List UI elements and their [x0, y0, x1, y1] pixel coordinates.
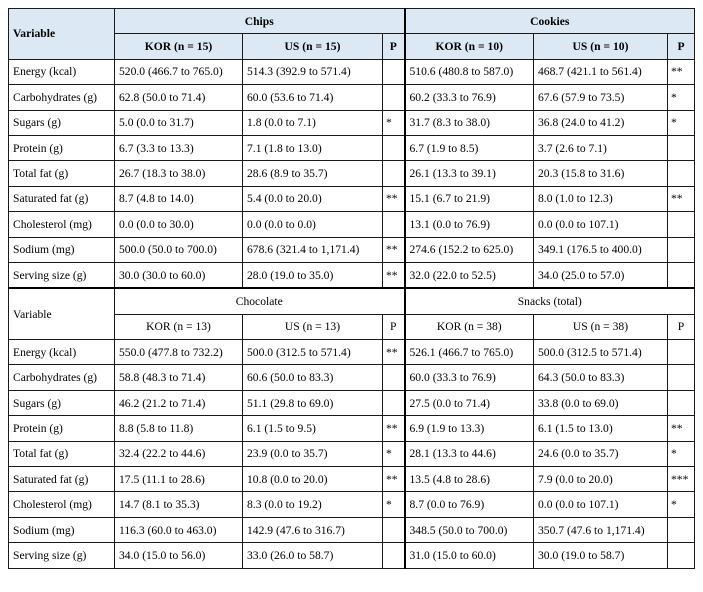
value-cell: 30.0 (19.0 to 58.7) — [534, 543, 668, 568]
value-cell: 5.0 (0.0 to 31.7) — [115, 110, 243, 135]
p-value-cell: ** — [383, 340, 405, 365]
value-cell: 6.7 (3.3 to 13.3) — [115, 135, 243, 160]
value-cell: 510.6 (480.8 to 587.0) — [405, 59, 534, 84]
value-cell: 15.1 (6.7 to 21.9) — [405, 186, 534, 211]
value-cell: 26.1 (13.3 to 39.1) — [405, 161, 534, 186]
variable-header: Variable — [9, 9, 115, 60]
value-cell: 514.3 (392.9 to 571.4) — [243, 59, 383, 84]
value-cell: 67.6 (57.9 to 73.5) — [534, 85, 668, 110]
p-value-cell: * — [383, 492, 405, 517]
value-cell: 7.9 (0.0 to 20.0) — [534, 467, 668, 492]
p-value-cell — [668, 135, 695, 160]
variable-header: Variable — [9, 288, 115, 339]
table-row — [9, 517, 695, 542]
value-cell: 60.2 (33.3 to 76.9) — [405, 85, 534, 110]
value-cell: 6.9 (1.9 to 13.3) — [405, 416, 534, 441]
value-cell: 142.9 (47.6 to 316.7) — [243, 517, 383, 542]
value-cell: 6.1 (1.5 to 13.0) — [534, 416, 668, 441]
variable-label: Energy (kcal) — [9, 59, 115, 84]
variable-label: Protein (g) — [9, 416, 115, 441]
p-value-cell — [383, 135, 405, 160]
table-row — [9, 416, 695, 441]
value-cell: 32.4 (22.2 to 44.6) — [115, 441, 243, 466]
value-cell: 500.0 (50.0 to 700.0) — [115, 237, 243, 262]
value-cell: 274.6 (152.2 to 625.0) — [405, 237, 534, 262]
p-value-cell — [668, 340, 695, 365]
value-cell: 26.7 (18.3 to 38.0) — [115, 161, 243, 186]
value-cell: 58.8 (48.3 to 71.4) — [115, 365, 243, 390]
p-value-cell: ** — [668, 416, 695, 441]
p-value-cell: * — [383, 110, 405, 135]
value-cell: 0.0 (0.0 to 0.0) — [243, 212, 383, 237]
nutrient-comparison-table — [8, 8, 695, 569]
value-cell: 36.8 (24.0 to 41.2) — [534, 110, 668, 135]
variable-label: Cholesterol (mg) — [9, 212, 115, 237]
table-body — [9, 9, 695, 569]
variable-label: Total fat (g) — [9, 441, 115, 466]
column-header: US (n = 10) — [534, 34, 668, 59]
p-value-cell: * — [668, 441, 695, 466]
value-cell: 33.8 (0.0 to 69.0) — [534, 390, 668, 415]
table-row — [9, 543, 695, 568]
value-cell: 46.2 (21.2 to 71.4) — [115, 390, 243, 415]
table-row — [9, 340, 695, 365]
value-cell: 17.5 (11.1 to 28.6) — [115, 467, 243, 492]
p-value-cell — [668, 517, 695, 542]
p-value-cell — [383, 390, 405, 415]
value-cell: 348.5 (50.0 to 700.0) — [405, 517, 534, 542]
p-value-cell: ** — [668, 186, 695, 211]
value-cell: 0.0 (0.0 to 107.1) — [534, 212, 668, 237]
column-header: US (n = 38) — [534, 314, 668, 339]
group-title: Chocolate — [115, 288, 405, 314]
value-cell: 116.3 (60.0 to 463.0) — [115, 517, 243, 542]
value-cell: 10.8 (0.0 to 20.0) — [243, 467, 383, 492]
variable-label: Serving size (g) — [9, 262, 115, 288]
value-cell: 20.3 (15.8 to 31.6) — [534, 161, 668, 186]
table-row — [9, 135, 695, 160]
column-header: KOR (n = 15) — [115, 34, 243, 59]
variable-label: Sodium (mg) — [9, 517, 115, 542]
p-value-header: P — [668, 34, 695, 59]
value-cell: 500.0 (312.5 to 571.4) — [243, 340, 383, 365]
value-cell: 350.7 (47.6 to 1,171.4) — [534, 517, 668, 542]
p-value-cell — [383, 59, 405, 84]
variable-label: Total fat (g) — [9, 161, 115, 186]
value-cell: 520.0 (466.7 to 765.0) — [115, 59, 243, 84]
p-value-cell — [383, 365, 405, 390]
p-value-cell: * — [668, 110, 695, 135]
p-value-cell — [383, 85, 405, 110]
value-cell: 8.0 (1.0 to 12.3) — [534, 186, 668, 211]
table-row — [9, 492, 695, 517]
p-value-cell — [668, 262, 695, 288]
value-cell: 14.7 (8.1 to 35.3) — [115, 492, 243, 517]
column-header: US (n = 15) — [243, 34, 383, 59]
variable-label: Sugars (g) — [9, 110, 115, 135]
value-cell: 34.0 (25.0 to 57.0) — [534, 262, 668, 288]
value-cell: 13.1 (0.0 to 76.9) — [405, 212, 534, 237]
value-cell: 13.5 (4.8 to 28.6) — [405, 467, 534, 492]
p-value-cell: ** — [668, 59, 695, 84]
value-cell: 7.1 (1.8 to 13.0) — [243, 135, 383, 160]
column-header: KOR (n = 13) — [115, 314, 243, 339]
value-cell: 1.8 (0.0 to 7.1) — [243, 110, 383, 135]
column-header: KOR (n = 10) — [405, 34, 534, 59]
variable-label: Carbohydrates (g) — [9, 85, 115, 110]
value-cell: 0.0 (0.0 to 30.0) — [115, 212, 243, 237]
value-cell: 24.6 (0.0 to 35.7) — [534, 441, 668, 466]
group-title: Cookies — [405, 9, 695, 34]
table-row — [9, 237, 695, 262]
section-header-row — [9, 9, 695, 34]
value-cell: 8.3 (0.0 to 19.2) — [243, 492, 383, 517]
value-cell: 60.0 (33.3 to 76.9) — [405, 365, 534, 390]
p-value-cell — [668, 543, 695, 568]
value-cell: 5.4 (0.0 to 20.0) — [243, 186, 383, 211]
value-cell: 550.0 (477.8 to 732.2) — [115, 340, 243, 365]
p-value-cell — [668, 212, 695, 237]
p-value-header: P — [383, 314, 405, 339]
p-value-cell: ** — [383, 186, 405, 211]
variable-label: Sugars (g) — [9, 390, 115, 415]
value-cell: 500.0 (312.5 to 571.4) — [534, 340, 668, 365]
value-cell: 8.7 (4.8 to 14.0) — [115, 186, 243, 211]
value-cell: 8.7 (0.0 to 76.9) — [405, 492, 534, 517]
value-cell: 3.7 (2.6 to 7.1) — [534, 135, 668, 160]
value-cell: 6.7 (1.9 to 8.5) — [405, 135, 534, 160]
value-cell: 28.1 (13.3 to 44.6) — [405, 441, 534, 466]
value-cell: 60.0 (53.6 to 71.4) — [243, 85, 383, 110]
value-cell: 349.1 (176.5 to 400.0) — [534, 237, 668, 262]
table-row — [9, 390, 695, 415]
value-cell: 526.1 (466.7 to 765.0) — [405, 340, 534, 365]
table-row — [9, 365, 695, 390]
table-row — [9, 441, 695, 466]
table-row — [9, 186, 695, 211]
value-cell: 468.7 (421.1 to 561.4) — [534, 59, 668, 84]
variable-label: Energy (kcal) — [9, 340, 115, 365]
table-row — [9, 110, 695, 135]
p-value-header: P — [383, 34, 405, 59]
value-cell: 27.5 (0.0 to 71.4) — [405, 390, 534, 415]
section-header-row — [9, 288, 695, 314]
p-value-cell: * — [383, 441, 405, 466]
variable-label: Carbohydrates (g) — [9, 365, 115, 390]
table-row — [9, 59, 695, 84]
p-value-cell: ** — [383, 416, 405, 441]
value-cell: 64.3 (50.0 to 83.3) — [534, 365, 668, 390]
value-cell: 28.6 (8.9 to 35.7) — [243, 161, 383, 186]
value-cell: 32.0 (22.0 to 52.5) — [405, 262, 534, 288]
p-value-cell — [668, 390, 695, 415]
value-cell: 31.0 (15.0 to 60.0) — [405, 543, 534, 568]
variable-label: Serving size (g) — [9, 543, 115, 568]
value-cell: 60.6 (50.0 to 83.3) — [243, 365, 383, 390]
variable-label: Sodium (mg) — [9, 237, 115, 262]
table-row — [9, 212, 695, 237]
variable-label: Saturated fat (g) — [9, 467, 115, 492]
table-row — [9, 262, 695, 288]
value-cell: 34.0 (15.0 to 56.0) — [115, 543, 243, 568]
value-cell: 678.6 (321.4 to 1,171.4) — [243, 237, 383, 262]
value-cell: 62.8 (50.0 to 71.4) — [115, 85, 243, 110]
value-cell: 6.1 (1.5 to 9.5) — [243, 416, 383, 441]
p-value-cell — [383, 161, 405, 186]
p-value-cell: ** — [383, 262, 405, 288]
p-value-cell: ** — [383, 237, 405, 262]
p-value-cell: ** — [383, 467, 405, 492]
value-cell: 51.1 (29.8 to 69.0) — [243, 390, 383, 415]
p-value-cell: * — [668, 85, 695, 110]
variable-label: Protein (g) — [9, 135, 115, 160]
column-header: KOR (n = 38) — [405, 314, 534, 339]
p-value-cell — [668, 237, 695, 262]
value-cell: 31.7 (8.3 to 38.0) — [405, 110, 534, 135]
value-cell: 8.8 (5.8 to 11.8) — [115, 416, 243, 441]
group-title: Chips — [115, 9, 405, 34]
group-title: Snacks (total) — [405, 288, 695, 314]
table-row — [9, 85, 695, 110]
p-value-cell: *** — [668, 467, 695, 492]
p-value-cell — [668, 161, 695, 186]
value-cell: 30.0 (30.0 to 60.0) — [115, 262, 243, 288]
p-value-cell — [668, 365, 695, 390]
value-cell: 33.0 (26.0 to 58.7) — [243, 543, 383, 568]
table-row — [9, 467, 695, 492]
value-cell: 0.0 (0.0 to 107.1) — [534, 492, 668, 517]
variable-label: Cholesterol (mg) — [9, 492, 115, 517]
column-header: US (n = 13) — [243, 314, 383, 339]
p-value-cell — [383, 517, 405, 542]
p-value-cell — [383, 212, 405, 237]
p-value-header: P — [668, 314, 695, 339]
p-value-cell: * — [668, 492, 695, 517]
table-row — [9, 161, 695, 186]
value-cell: 28.0 (19.0 to 35.0) — [243, 262, 383, 288]
p-value-cell — [383, 543, 405, 568]
value-cell: 23.9 (0.0 to 35.7) — [243, 441, 383, 466]
variable-label: Saturated fat (g) — [9, 186, 115, 211]
